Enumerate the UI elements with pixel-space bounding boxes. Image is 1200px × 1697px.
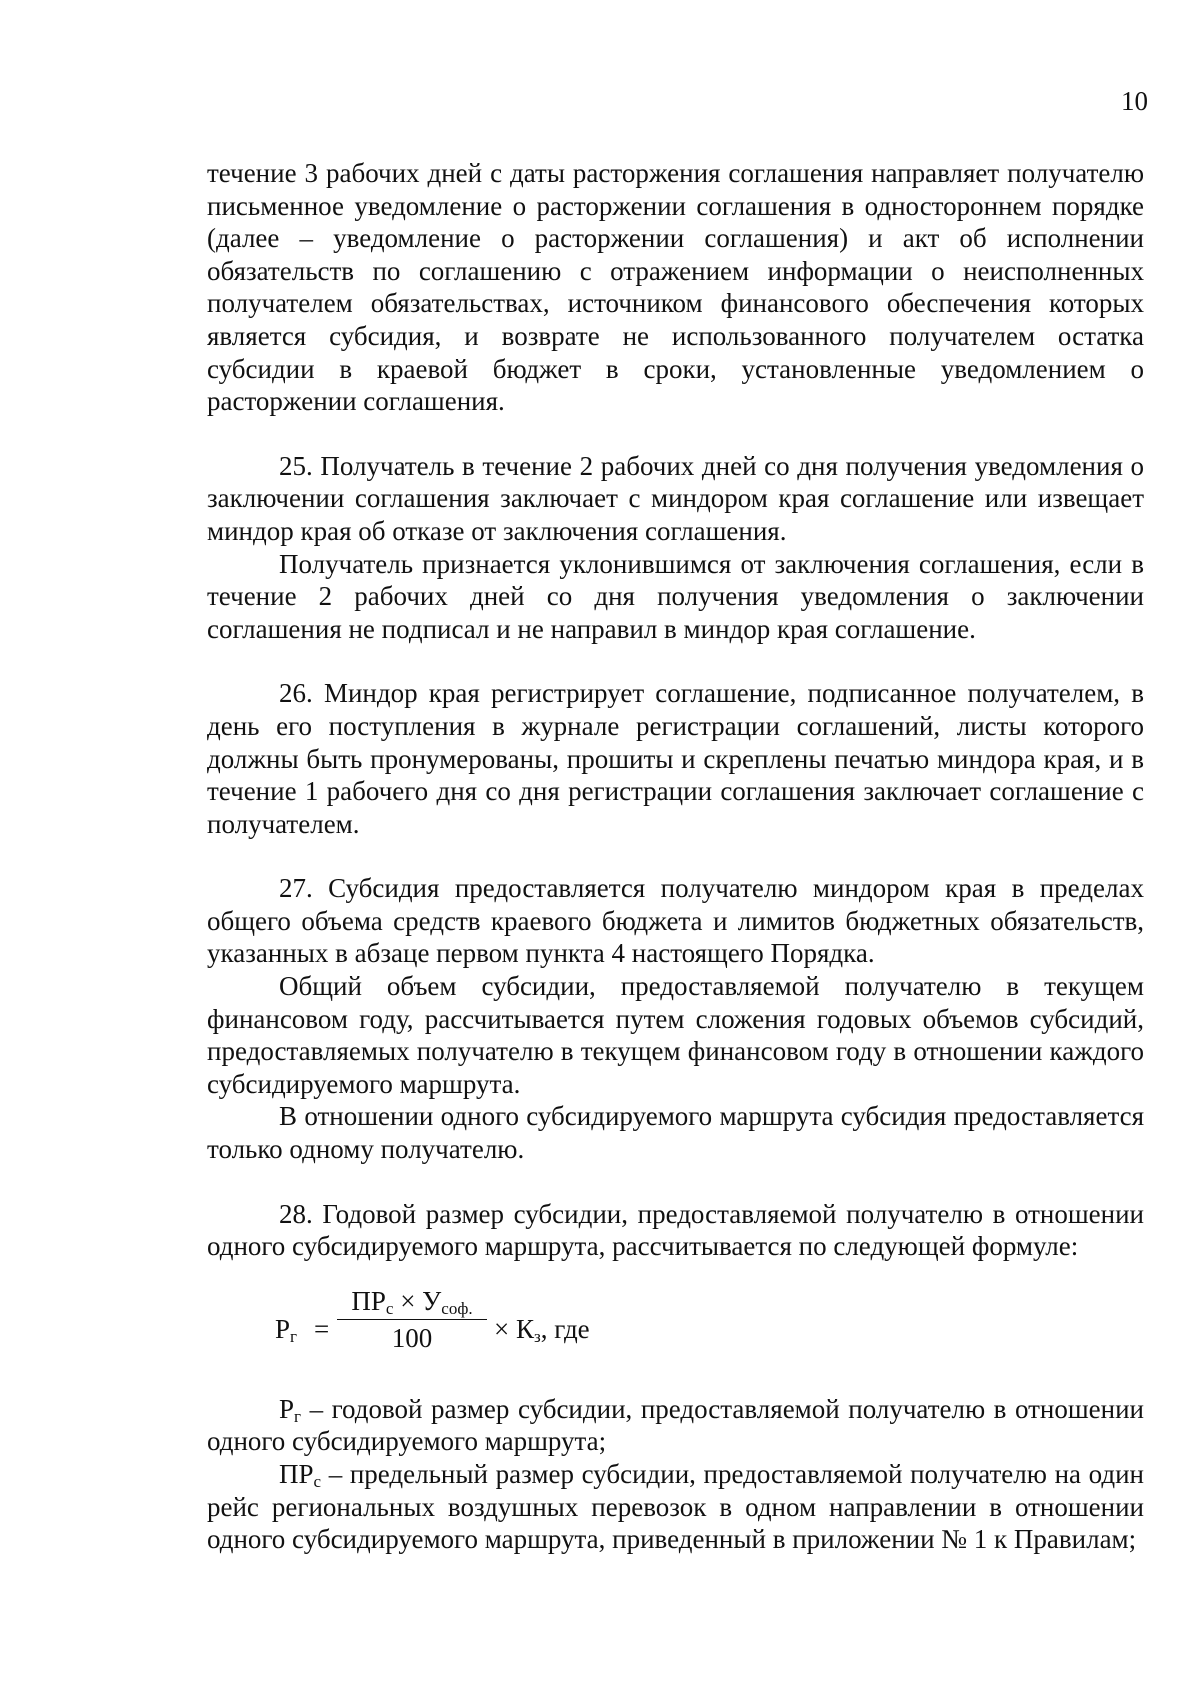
paragraph-27: 27. Субсидия предоставляется получателю миндором края в пределах общего объема средств краевого бюджета и лимитов бюджетных обязательств, указанных в абзаце первом пункта 4 настоящего Порядка. xyxy=(207,873,1144,969)
paragraph-27-second: Общий объем субсидии, предоставляемой получателю в текущем финансовом году, рассчитывается путем сложения годовых объемов субсидий, предоставляемых получателю в текущем финансовом году в отношении каждого субсидируемого маршрута. xyxy=(207,971,1144,1099)
paragraph-25-second: Получатель признается уклонившимся от заключения соглашения, если в течение 2 рабочих дней со дня получения уведомления о заключении соглашения не подписал и не направил в миндор края соглашение. xyxy=(207,548,1144,644)
document-body xyxy=(207,157,1144,1556)
formula-numerator: $ПР_с \times У_{соф.}$ xyxy=(351,1285,473,1318)
paragraph-gap xyxy=(207,645,1144,677)
formula-fraction xyxy=(337,1285,487,1355)
formula-denominator: 100 xyxy=(391,1323,433,1354)
definition-symbol: $Р_г$ xyxy=(279,1393,302,1426)
paragraph-26: 26. Миндор края регистрирует соглашение, подписанное получателем, в день его поступления в журнале регистрации соглашений, листы которого должны быть пронумерованы, прошиты и скреплены печатью миндора края, и в течение 1 рабочего дня со дня регистрации соглашения заключает соглашение с получателем. xyxy=(207,678,1144,839)
definition-limit-subsidy: $ПР_с$ – предельный размер субсидии, предоставляемой получателю на один рейс региональных воздушных перевозок в одном направлении в отношении одного субсидируемого маршрута, приведенный в приложении № 1 к Правилам; xyxy=(207,1459,1144,1555)
definition-annual-subsidy: $Р_г$ – годовой размер субсидии, предоставляемой получателю в отношении одного субсидируемого маршрута; xyxy=(207,1393,1144,1457)
paragraph-continuation: течение 3 рабочих дней с даты расторжения соглашения направляет получателю письменное уведомление о расторжении соглашения в одностороннем порядке (далее – уведомление о расторжении соглашения) и акт об исполнении обязательств по соглашению с отражением информации о неисполненных получателем обязательствах, источником финансового обеспечения которых является субсидия, и возврате не использованного получателем остатка субсидии в краевой бюджет в сроки, установленные уведомлением о расторжении соглашения. xyxy=(207,158,1144,417)
definition-symbol: $ПР_с$ xyxy=(279,1459,322,1491)
formula-lhs: $Р_г$ xyxy=(275,1313,298,1346)
formula-coefficient: × $К_з$, где xyxy=(494,1313,590,1346)
paragraph-gap xyxy=(207,1166,1144,1198)
formula-equals: = xyxy=(314,1313,330,1344)
paragraph-gap xyxy=(207,840,1144,872)
paragraph-25: 25. Получатель в течение 2 рабочих дней со дня получения уведомления о заключении соглашения заключает с миндором края соглашение или извещает миндор края об отказе от заключения соглашения. xyxy=(207,450,1144,546)
page-number: 10 xyxy=(1121,86,1148,116)
paragraph-28: 28. Годовой размер субсидии, предоставляемой получателю в отношении одного субсидируемого маршрута, рассчитывается по следующей формуле: xyxy=(207,1198,1144,1262)
paragraph-27-third: В отношении одного субсидируемого маршрута субсидия предоставляется только одному получателю. xyxy=(207,1101,1144,1165)
subsidy-formula xyxy=(207,1285,1144,1375)
paragraph-gap xyxy=(207,418,1144,450)
